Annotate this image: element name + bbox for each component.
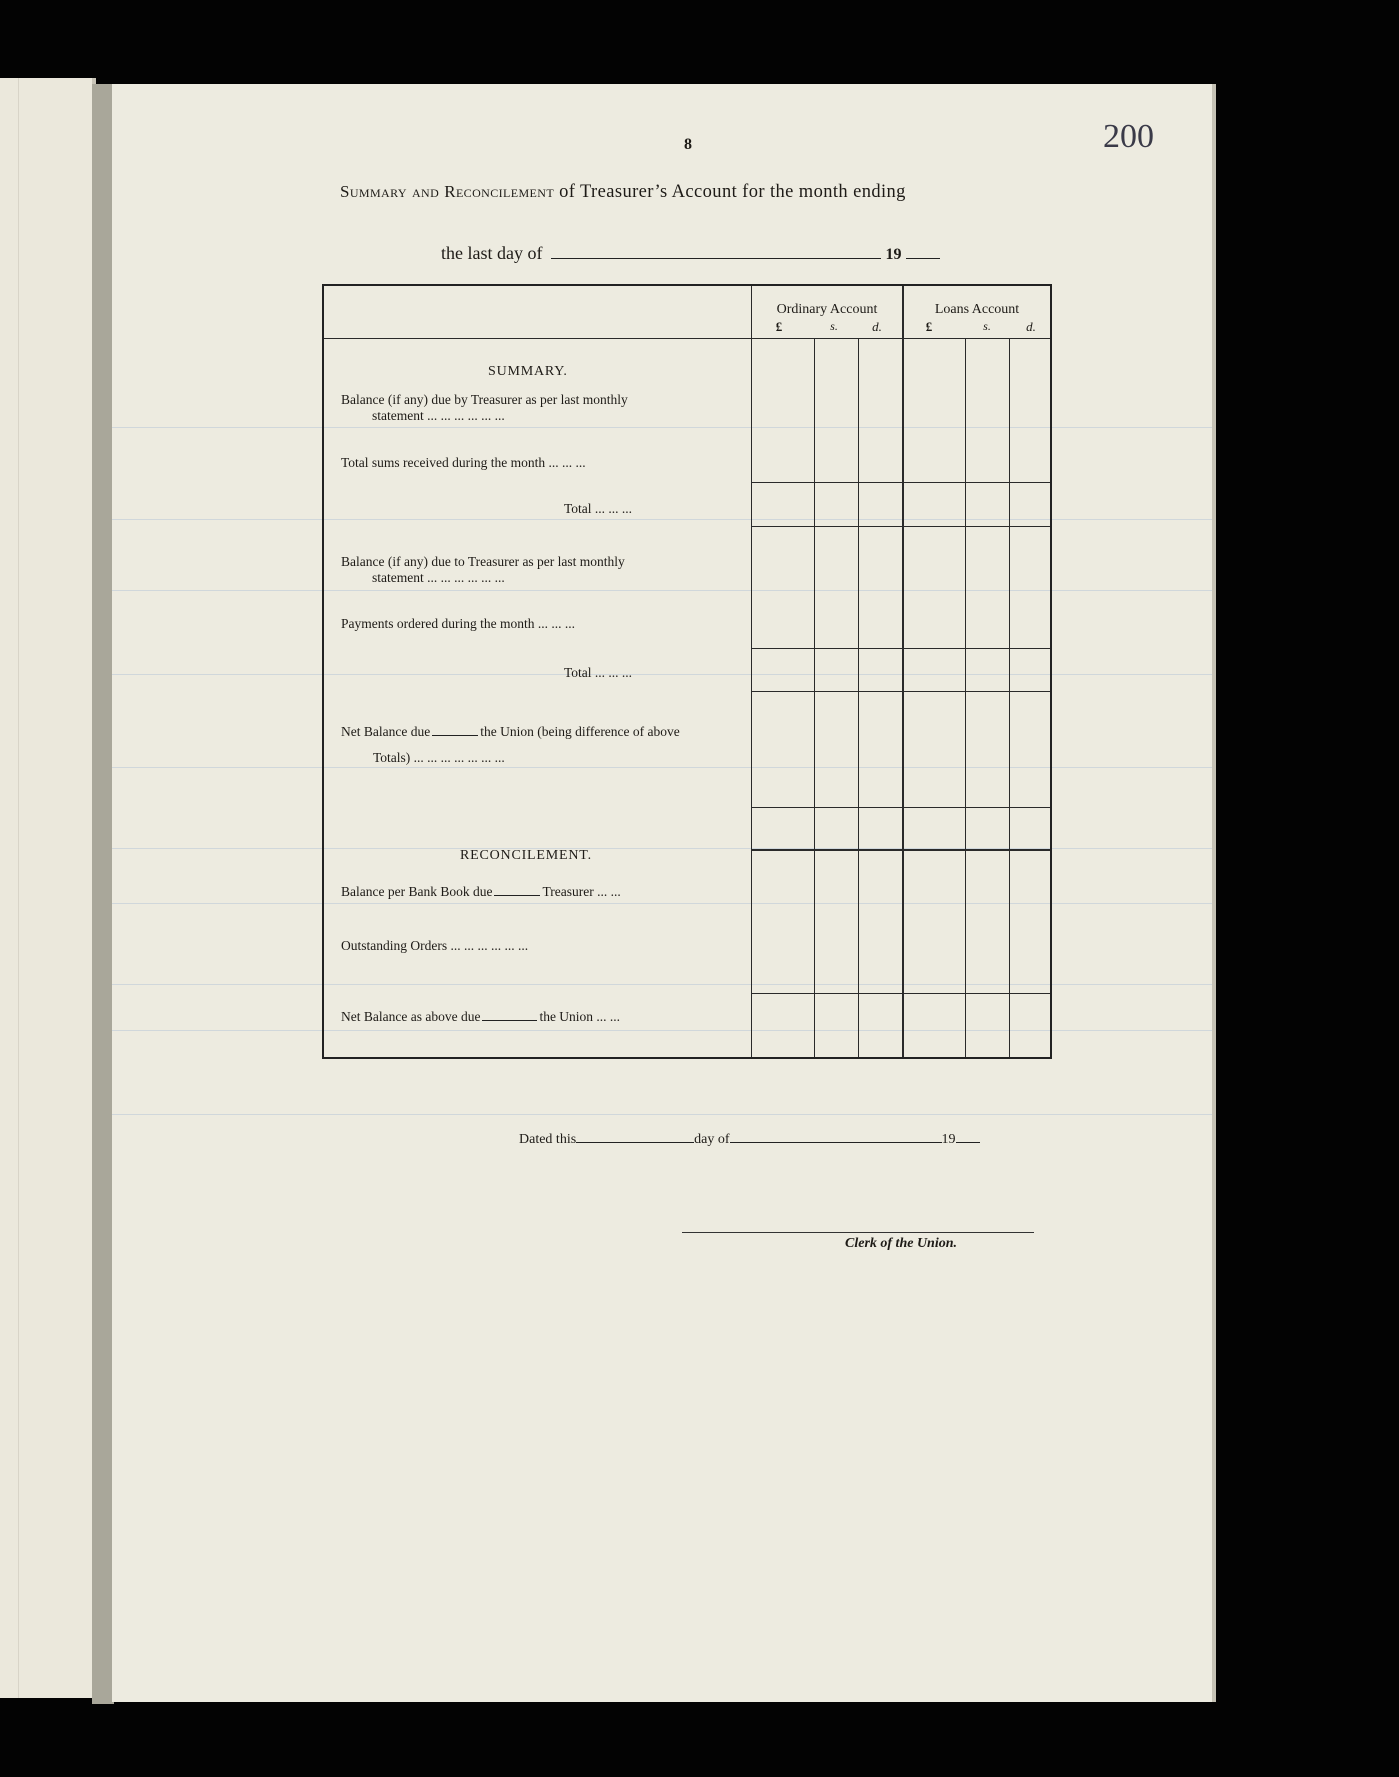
loans-pence: d. — [1026, 319, 1036, 334]
net-balance-label-b: the Union (being difference of above — [480, 724, 680, 739]
dated-line — [519, 1132, 980, 1148]
ordinary-pounds: £ — [775, 319, 783, 334]
ordinary-pence: d. — [872, 319, 882, 334]
bank-book-label-a: Balance per Bank Book due — [341, 884, 493, 899]
title-summary: Summary — [340, 182, 407, 201]
reconcilement-heading: RECONCILEMENT. — [460, 848, 592, 863]
rec-net-label-a: Net Balance as above due — [341, 1009, 481, 1024]
book-gutter — [92, 84, 114, 1704]
title-rest: of Treasurer’s Account for the month ending — [559, 182, 906, 202]
bank-book-blank[interactable] — [494, 894, 540, 896]
dated-day-blank[interactable] — [576, 1141, 694, 1143]
summary-heading: SUMMARY. — [488, 364, 568, 379]
account-table — [322, 284, 1052, 1059]
dated-label: Dated this — [519, 1132, 577, 1147]
rec-net-blank[interactable] — [482, 1019, 537, 1021]
month-date-line — [441, 243, 940, 264]
row-payments-ordered: Payments ordered during the month ... ... ... — [341, 616, 575, 631]
dated-month-blank[interactable] — [730, 1141, 942, 1143]
ordinary-account-header: Ordinary Account — [776, 302, 878, 317]
form-title — [340, 182, 906, 203]
ordinary-shillings: s. — [830, 319, 838, 333]
net-balance-label-a: Net Balance due — [341, 724, 431, 739]
row-balance-by-treasurer-2: statement ... ... ... ... ... ... — [372, 408, 505, 423]
dated-year: 19 — [941, 1132, 956, 1147]
row-balance-by-treasurer-1: Balance (if any) due by Treasurer as per last monthly — [341, 392, 628, 407]
rec-net-balance — [341, 1009, 620, 1025]
folio-number: 200 — [1103, 118, 1154, 155]
loans-account-header: Loans Account — [934, 302, 1020, 317]
year-prefix: 19 — [885, 246, 902, 263]
month-blank[interactable] — [551, 257, 881, 259]
signature-line[interactable] — [682, 1232, 1034, 1233]
loans-shillings: s. — [983, 319, 991, 333]
row-balance-to-treasurer-2: statement ... ... ... ... ... ... — [372, 570, 505, 585]
day-of-label: day of — [694, 1132, 730, 1147]
row-balance-to-treasurer-1: Balance (if any) due to Treasurer as per last monthly — [341, 554, 625, 569]
row-total-1: Total ... ... ... — [564, 501, 633, 516]
page-number: 8 — [684, 136, 692, 153]
last-day-label: the last day of — [441, 243, 543, 263]
rec-net-label-b: the Union ... ... — [539, 1009, 621, 1024]
net-balance-blank[interactable] — [432, 734, 478, 736]
title-reconcilement: Reconcilement — [444, 182, 555, 201]
rec-bank-book — [341, 884, 621, 900]
row-total-received: Total sums received during the month ... ... ... — [341, 455, 586, 470]
row-net-balance-2: Totals) ... ... ... ... ... ... ... — [373, 750, 505, 765]
loans-pounds: £ — [925, 319, 933, 334]
dated-year-blank[interactable] — [956, 1141, 980, 1143]
row-net-balance — [341, 724, 680, 740]
row-total-2: Total ... ... ... — [564, 665, 633, 680]
title-and: and — [411, 182, 440, 201]
page-edge — [1212, 84, 1216, 1702]
bank-book-label-b: Treasurer ... ... — [542, 884, 621, 899]
year-blank[interactable] — [906, 257, 940, 259]
signature-caption: Clerk of the Union. — [845, 1236, 958, 1251]
left-facing-page — [0, 78, 96, 1698]
rec-outstanding-orders: Outstanding Orders ... ... ... ... ... ... — [341, 938, 529, 953]
